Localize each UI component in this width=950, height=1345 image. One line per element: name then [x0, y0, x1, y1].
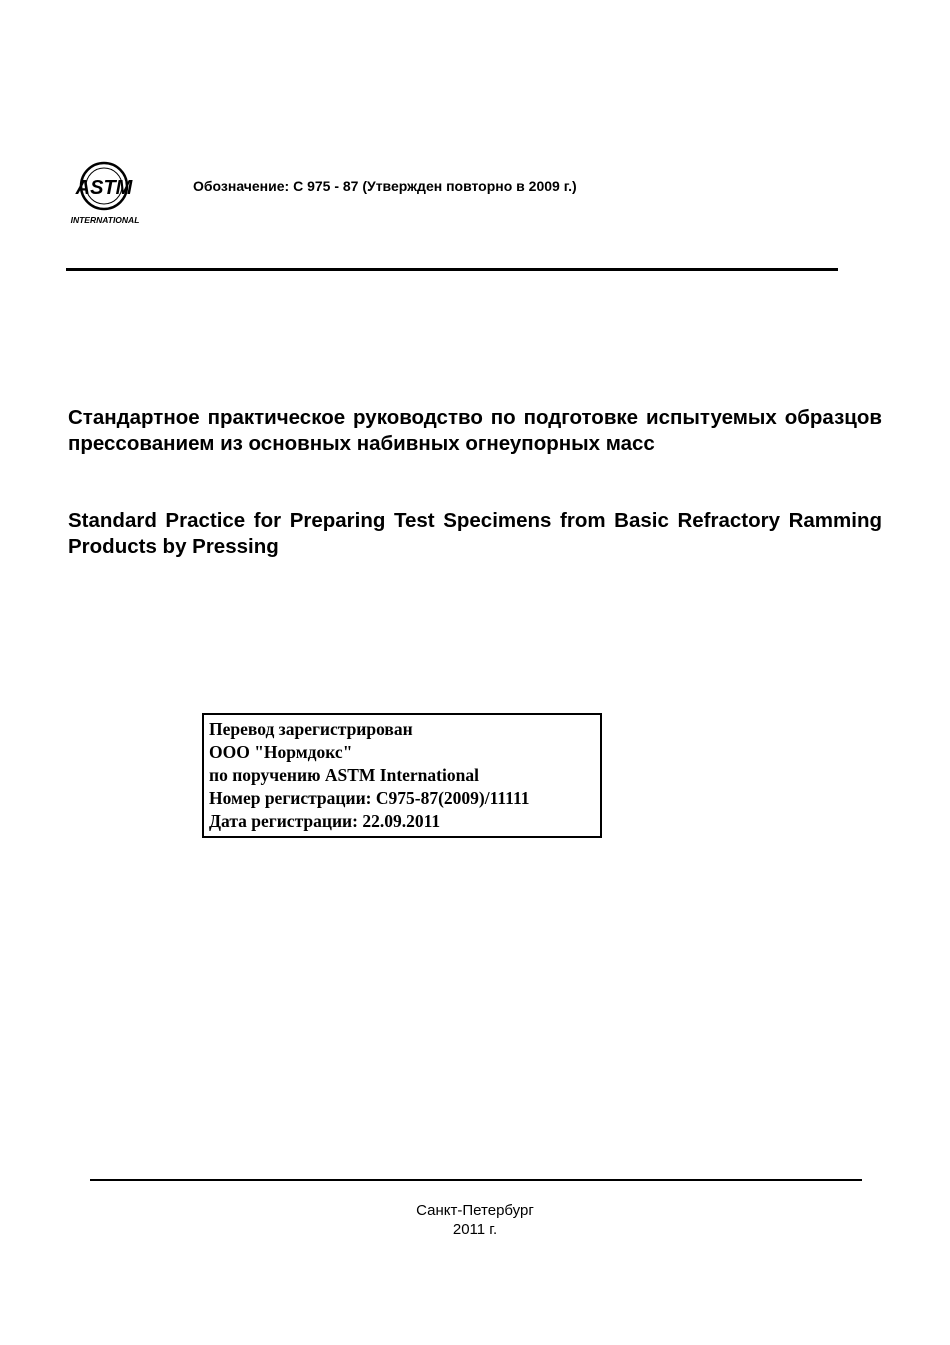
top-divider	[66, 268, 838, 271]
astm-logo-text: ASTM	[75, 177, 133, 199]
registration-box	[202, 713, 602, 838]
designation: Обозначение: C 975 - 87 (Утвержден повторно в 2009 г.)	[193, 178, 577, 194]
astm-logo-graphic	[66, 160, 144, 228]
astm-logo	[66, 160, 144, 228]
registration-line: Дата регистрации: 22.09.2011	[209, 811, 441, 831]
title-russian: Стандартное практическое руководство по подготовке испытуемых образцов прессованием из основных набивных огнеупорных масс	[68, 406, 882, 455]
footer-city: Санкт-Петербург	[416, 1202, 534, 1219]
footer-year: 2011 г.	[452, 1221, 498, 1238]
astm-logo-subtext: INTERNATIONAL	[70, 215, 140, 225]
bottom-divider	[90, 1179, 862, 1181]
title-english: Standard Practice for Preparing Test Specimens from Basic Refractory Ramming Products by Pressing	[68, 509, 882, 558]
registration-line: Номер регистрации: C975-87(2009)/11111	[209, 788, 530, 808]
registration-line: Перевод зарегистрирован	[209, 719, 413, 739]
registration-line: по поручению ASTM International	[209, 765, 479, 785]
registration-line: ООО "Нормдокс"	[209, 742, 353, 762]
